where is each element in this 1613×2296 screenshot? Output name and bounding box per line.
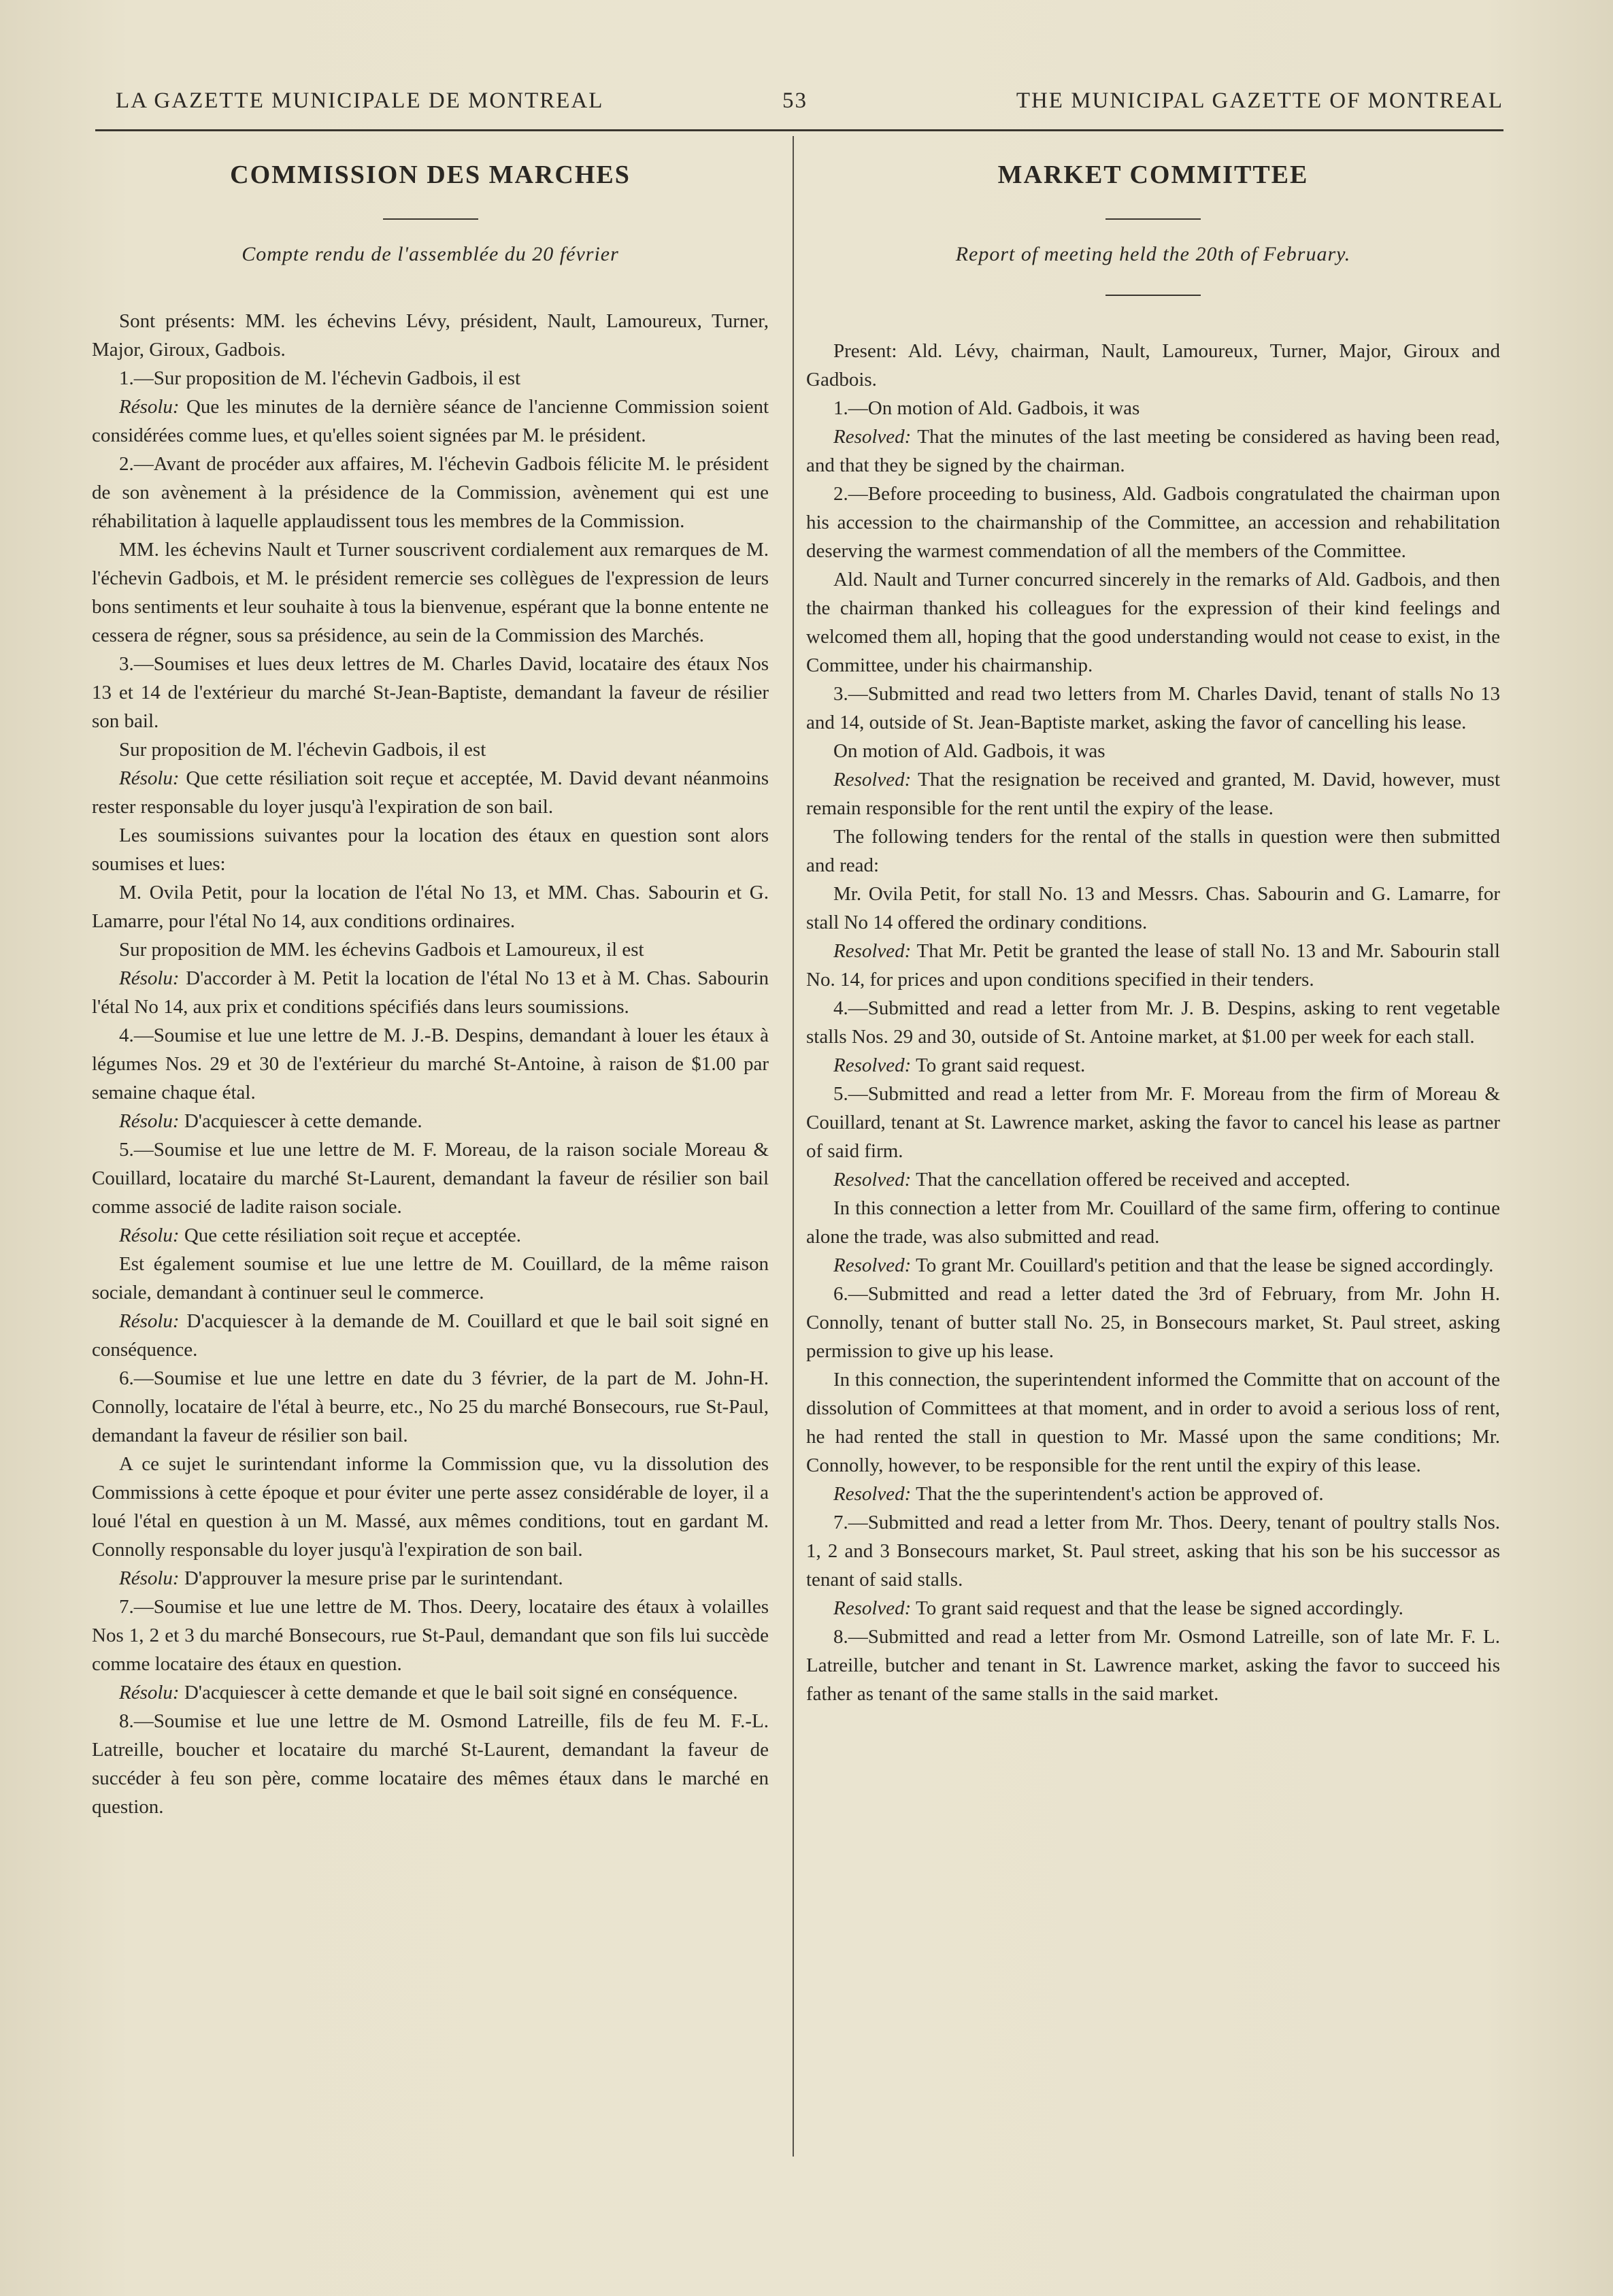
paragraph-text: D'acquiescer à la demande de M. Couillard et que le bail soit signé en conséquence.	[92, 1310, 769, 1361]
paragraph	[92, 1135, 769, 1221]
title-rule	[1105, 218, 1201, 220]
paragraph	[806, 822, 1500, 880]
paragraph-text: D'accorder à M. Petit la location de l'étal No 13 et à M. Chas. Sabourin l'étal No 14, aux prix et conditions spécifiés dans leurs soumissions.	[92, 967, 769, 1018]
paragraph-text: D'acquiescer à cette demande.	[179, 1110, 422, 1132]
paragraph	[92, 1450, 769, 1564]
resolution-label: Resolved:	[833, 769, 912, 791]
paragraph	[92, 1021, 769, 1107]
paragraph	[92, 878, 769, 935]
paragraph	[806, 565, 1500, 680]
paragraph	[806, 337, 1500, 394]
paragraph-text: To grant Mr. Couillard's petition and that the lease be signed accordingly.	[911, 1254, 1494, 1276]
header-french-title: LA GAZETTE MUNICIPALE DE MONTREAL	[116, 88, 604, 113]
paragraph-text: That Mr. Petit be granted the lease of stall No. 13 and Mr. Sabourin stall No. 14, for prices and upon conditions specified in their tenders.	[806, 940, 1500, 991]
paragraph-text: The following tenders for the rental of the stalls in question were then submitted and read:	[806, 826, 1500, 876]
paragraph	[92, 1107, 769, 1135]
paragraph-text: 2.—Before proceeding to business, Ald. Gadbois congratulated the chairman upon his accession to the chairmanship of the Committee, an accession and rehabilitation deserving the warmest commendation of all the members of the Committee.	[806, 483, 1500, 562]
resolution-label: Resolved:	[833, 1169, 912, 1191]
paragraph-text: 5.—Soumise et lue une lettre de M. F. Moreau, de la raison sociale Moreau & Couillard, locataire du marché St-Laurent, demandant la faveur de résilier son bail comme associé de ladite raison sociale.	[92, 1139, 769, 1218]
paragraph	[806, 1251, 1500, 1280]
title-rule	[383, 218, 478, 220]
paragraph	[806, 1080, 1500, 1165]
paragraph	[92, 1250, 769, 1307]
paragraph-text: Sont présents: MM. les échevins Lévy, président, Nault, Lamoureux, Turner, Major, Giroux, Gadbois.	[92, 310, 769, 361]
paragraph	[806, 1051, 1500, 1080]
resolution-label: Résolu:	[119, 1110, 180, 1132]
paragraph-text: Present: Ald. Lévy, chairman, Nault, Lamoureux, Turner, Major, Giroux and Gadbois.	[806, 340, 1500, 390]
resolution-label: Resolved:	[833, 1254, 912, 1276]
paragraph-text: That the cancellation offered be received and accepted.	[911, 1169, 1350, 1191]
resolution-label: Resolved:	[833, 1483, 912, 1505]
resolution-label: Resolved:	[833, 426, 912, 448]
french-subtitle: Compte rendu de l'assemblée du 20 février	[242, 243, 619, 265]
paragraph-text: Est également soumise et lue une lettre de M. Couillard, de la même raison sociale, demandant à continuer seul le commerce.	[92, 1253, 769, 1303]
paragraph-text: 6.—Submitted and read a letter dated the 3rd of February, from Mr. John H. Connolly, tenant of butter stall No. 25, in Bonsecours market, St. Paul street, asking permission to give up his lease.	[806, 1283, 1500, 1362]
french-body	[92, 307, 769, 1821]
paragraph	[806, 1623, 1500, 1708]
english-section-title: MARKET COMMITTEE	[997, 161, 1309, 189]
paragraph-text: 3.—Soumises et lues deux lettres de M. Charles David, locataire des étaux Nos 13 et 14 de l'extérieur du marché St-Jean-Baptiste, demandant la faveur de résilier son bail.	[92, 653, 769, 732]
french-column	[92, 146, 769, 1821]
resolution-label: Résolu:	[119, 1682, 180, 1703]
paragraph	[806, 680, 1500, 737]
paragraph-text: M. Ovila Petit, pour la location de l'étal No 13, et MM. Chas. Sabourin et G. Lamarre, pour l'étal No 14, aux conditions ordinaires.	[92, 882, 769, 932]
paragraph	[92, 1364, 769, 1450]
english-column	[806, 146, 1500, 1708]
resolution-label: Résolu:	[119, 396, 180, 418]
paragraph-text: On motion of Ald. Gadbois, it was	[833, 740, 1105, 762]
english-subtitle: Report of meeting held the 20th of February.	[955, 243, 1351, 265]
paragraph-text: That the the superintendent's action be approved of.	[911, 1483, 1324, 1505]
paragraph-text: In this connection, the superintendent informed the Committe that on account of the dissolution of Committees at that moment, and in order to avoid a serious loss of rent, he had rented the stall in question to Mr. Massé upon the same conditions; Mr. Connolly, however, to be responsible for the rent until the expiry of this lease.	[806, 1369, 1500, 1476]
paragraph-text: Sur proposition de M. l'échevin Gadbois, il est	[119, 739, 486, 761]
paragraph-text: In this connection a letter from Mr. Couillard of the same firm, offering to continue alone the trade, was also submitted and read.	[806, 1197, 1500, 1248]
paragraph	[92, 1678, 769, 1707]
paragraph	[92, 964, 769, 1021]
paragraph-text: To grant said request.	[911, 1054, 1086, 1076]
paragraph	[92, 1593, 769, 1678]
paragraph-text: 1.—On motion of Ald. Gadbois, it was	[833, 397, 1140, 419]
paragraph-text: A ce sujet le surintendant informe la Commission que, vu la dissolution des Commissions à cette époque et pour éviter une perte assez considérable de loyer, il a loué l'étal en question à un M. Massé, aux mêmes conditions, tout en gardant M. Connolly responsable du loyer jusqu'à l'expiration de son bail.	[92, 1453, 769, 1561]
paragraph	[92, 450, 769, 535]
subtitle-rule	[1105, 295, 1201, 296]
paragraph	[806, 1480, 1500, 1508]
paragraph	[92, 1221, 769, 1250]
paragraph	[806, 1165, 1500, 1194]
paragraph-text: That the resignation be received and granted, M. David, however, must remain responsible for the rent until the expiry of the lease.	[806, 769, 1500, 819]
english-body	[806, 337, 1500, 1708]
paragraph	[92, 393, 769, 450]
paragraph-text: D'acquiescer à cette demande et que le bail soit signé en conséquence.	[179, 1682, 738, 1703]
paragraph-text: Que les minutes de la dernière séance de l'ancienne Commission soient considérées comme lues, et qu'elles soient signées par M. le président.	[92, 396, 769, 446]
paragraph	[806, 937, 1500, 994]
resolution-label: Résolu:	[119, 1567, 180, 1589]
paragraph	[806, 1365, 1500, 1480]
paragraph-text: 1.—Sur proposition de M. l'échevin Gadbois, il est	[119, 367, 520, 389]
paragraph-text: Que cette résiliation soit reçue et acceptée.	[179, 1225, 521, 1246]
paragraph	[92, 1307, 769, 1364]
paragraph	[92, 935, 769, 964]
resolution-label: Résolu:	[119, 767, 180, 789]
paragraph-text: MM. les échevins Nault et Turner souscrivent cordialement aux remarques de M. l'échevin Gadbois, et M. le président remercie ses collègues de l'expression de leurs bons sentiments et leur souhaite à tous la bienvenue, espérant que la bonne entente ne cessera de régner, sous sa présidence, au sein de la Commission des Marchés.	[92, 539, 769, 646]
paragraph	[92, 650, 769, 735]
paragraph	[92, 821, 769, 878]
paragraph	[92, 364, 769, 393]
header-english-title: THE MUNICIPAL GAZETTE OF MONTREAL	[1016, 88, 1503, 113]
paragraph-text: 2.—Avant de procéder aux affaires, M. l'échevin Gadbois félicite M. le président de son avènement à la présidence de la Commission, avènement qui est une réhabilitation à laquelle applaudissent tous les membres de la Commission.	[92, 453, 769, 532]
paragraph-text: Sur proposition de MM. les échevins Gadbois et Lamoureux, il est	[119, 939, 644, 961]
resolution-label: Résolu:	[119, 1225, 180, 1246]
paragraph	[806, 480, 1500, 565]
paragraph	[92, 735, 769, 764]
paragraph-text: 7.—Submitted and read a letter from Mr. Thos. Deery, tenant of poultry stalls Nos. 1, 2 and 3 Bonsecours market, St. Paul street, asking that his son be his successor as tenant of said stalls.	[806, 1512, 1500, 1591]
paragraph-text: To grant said request and that the lease be signed accordingly.	[911, 1597, 1403, 1619]
paragraph	[92, 764, 769, 821]
paragraph-text: 4.—Submitted and read a letter from Mr. J. B. Despins, asking to rent vegetable stalls Nos. 29 and 30, outside of St. Antoine market, at $1.00 per week for each stall.	[806, 997, 1500, 1048]
paragraph-text: 7.—Soumise et lue une lettre de M. Thos. Deery, locataire des étaux à volailles Nos 1, 2 et 3 du marché Bonsecours, rue St-Paul, demandant que son fils lui succède comme locataire des étaux en question.	[92, 1596, 769, 1675]
paragraph-text: D'approuver la mesure prise par le surintendant.	[179, 1567, 563, 1589]
paragraph	[92, 1707, 769, 1821]
paragraph-text: 6.—Soumise et lue une lettre en date du 3 février, de la part de M. John-H. Connolly, locataire de l'étal à beurre, etc., No 25 du marché Bonsecours, rue St-Paul, demandant la faveur de résilier son bail.	[92, 1367, 769, 1446]
resolution-label: Resolved:	[833, 940, 912, 962]
column-divider	[793, 136, 794, 2157]
resolution-label: Resolved:	[833, 1597, 912, 1619]
resolution-label: Resolved:	[833, 1054, 912, 1076]
paragraph-text: Que cette résiliation soit reçue et acceptée, M. David devant néanmoins rester responsable du loyer jusqu'à l'expiration de son bail.	[92, 767, 769, 818]
paragraph-text: Ald. Nault and Turner concurred sincerely in the remarks of Ald. Gadbois, and then the chairman thanked his colleagues for the expression of their kind feelings and welcomed them all, hoping that the good understanding would not cease to exist, in the Committee, under his chairmanship.	[806, 569, 1500, 676]
paragraph	[806, 1194, 1500, 1251]
paragraph	[806, 1594, 1500, 1623]
running-head	[109, 88, 1503, 129]
paragraph	[806, 1508, 1500, 1594]
paragraph-text: 8.—Soumise et lue une lettre de M. Osmond Latreille, fils de feu M. F.-L. Latreille, boucher et locataire du marché St-Laurent, demandant la faveur de succéder à feu son père, comme locataire des mêmes étaux dans le marché en question.	[92, 1710, 769, 1818]
paragraph	[806, 994, 1500, 1051]
page-number: 53	[782, 88, 808, 113]
french-section-title: COMMISSION DES MARCHES	[230, 161, 631, 189]
paragraph-text: 4.—Soumise et lue une lettre de M. J.-B. Despins, demandant à louer les étaux à légumes Nos. 29 et 30 de l'extérieur du marché St-Antoine, à raison de $1.00 par semaine chaque étal.	[92, 1025, 769, 1103]
paragraph	[806, 394, 1500, 422]
paragraph	[92, 307, 769, 364]
paragraph	[92, 1564, 769, 1593]
paragraph	[806, 1280, 1500, 1365]
header-rule	[95, 129, 1503, 131]
resolution-label: Résolu:	[119, 967, 180, 989]
paragraph	[806, 765, 1500, 822]
paragraph-text: Les soumissions suivantes pour la location des étaux en question sont alors soumises et lues:	[92, 825, 769, 875]
paragraph	[806, 880, 1500, 937]
paragraph	[92, 535, 769, 650]
paragraph-text: That the minutes of the last meeting be considered as having been read, and that they be signed by the chairman.	[806, 426, 1500, 476]
paragraph-text: 5.—Submitted and read a letter from Mr. F. Moreau from the firm of Moreau & Couillard, tenant at St. Lawrence market, asking the favor to cancel his lease as partner of said firm.	[806, 1083, 1500, 1162]
paragraph-text: 8.—Submitted and read a letter from Mr. Osmond Latreille, son of late Mr. F. L. Latreille, butcher and tenant in St. Lawrence market, asking the favor to succeed his father as tenant of the same stalls in the said market.	[806, 1626, 1500, 1705]
resolution-label: Résolu:	[119, 1310, 180, 1332]
paragraph	[806, 422, 1500, 480]
paragraph-text: 3.—Submitted and read two letters from M. Charles David, tenant of stalls No 13 and 14, outside of St. Jean-Baptiste market, asking the favor of cancelling his lease.	[806, 683, 1500, 733]
paragraph-text: Mr. Ovila Petit, for stall No. 13 and Messrs. Chas. Sabourin and G. Lamarre, for stall No 14 offered the ordinary conditions.	[806, 883, 1500, 933]
paragraph	[806, 737, 1500, 765]
